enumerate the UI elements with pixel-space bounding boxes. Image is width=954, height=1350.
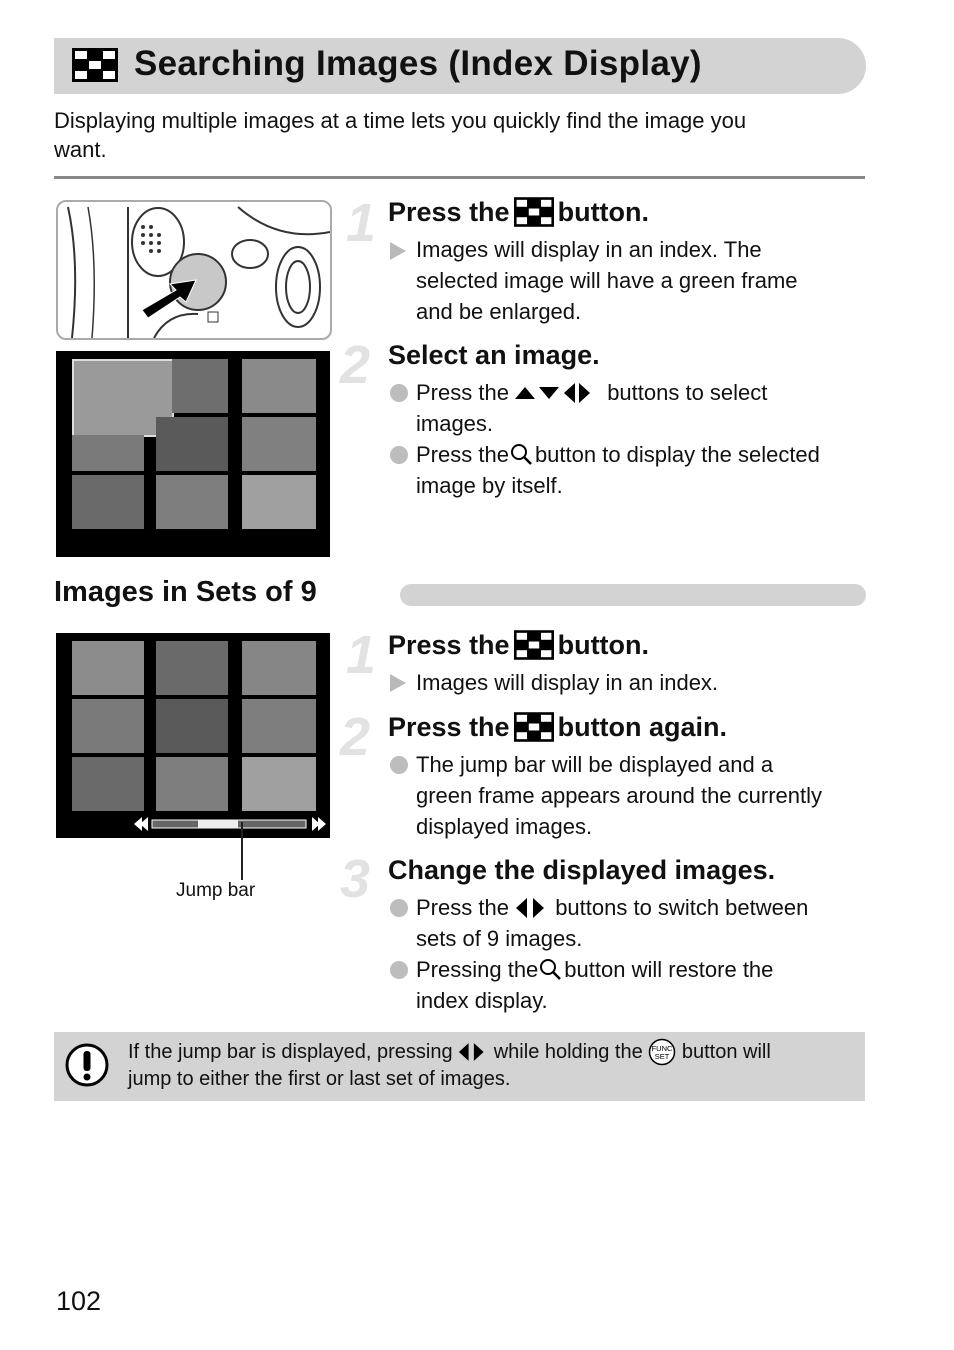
step-text: and be enlarged. bbox=[416, 299, 582, 324]
thumbnail bbox=[156, 699, 228, 753]
page-title: Searching Images (Index Display) bbox=[134, 44, 702, 83]
step-number: 1 bbox=[346, 625, 377, 685]
caution-text-part: button will bbox=[681, 1041, 771, 1063]
step-text-part: Press the bbox=[416, 442, 509, 467]
thumbnail bbox=[156, 757, 228, 811]
intro-line-1: Displaying multiple images at a time lets you quickly find the image you bbox=[54, 108, 747, 133]
svg-text:FUNC: FUNC bbox=[651, 1044, 673, 1053]
step-text: sets of 9 images. bbox=[416, 926, 583, 951]
camera-illustration bbox=[56, 200, 332, 340]
step-text bbox=[416, 892, 808, 923]
jump-bar-label: Jump bar bbox=[176, 880, 256, 901]
step-text-part: Pressing the bbox=[416, 957, 539, 982]
step-title-text: button. bbox=[557, 630, 650, 660]
divider bbox=[54, 176, 865, 179]
thumbnail bbox=[72, 475, 144, 529]
step-title bbox=[388, 711, 727, 743]
thumbnail bbox=[242, 641, 316, 695]
step-text: green frame appears around the currently bbox=[416, 783, 823, 808]
caution-line-2: jump to either the first or last set of images. bbox=[128, 1068, 511, 1090]
bullet-icon bbox=[390, 756, 408, 774]
caution-line-1 bbox=[128, 1038, 771, 1066]
thumbnail bbox=[72, 757, 144, 811]
step-text-part: Press the bbox=[416, 380, 509, 405]
step-title-text: button again. bbox=[557, 712, 728, 742]
thumbnail bbox=[172, 359, 228, 413]
step-title-text: Press the bbox=[388, 630, 510, 660]
step-text: index display. bbox=[416, 988, 548, 1013]
bullet-icon bbox=[390, 899, 408, 917]
step-text-part: button will restore the bbox=[564, 957, 774, 982]
step-text bbox=[416, 377, 767, 408]
left-right-arrows-icon bbox=[515, 898, 549, 918]
step-text: image by itself. bbox=[416, 473, 563, 498]
step-number: 2 bbox=[340, 335, 371, 395]
up-down-left-right-arrows-icon bbox=[515, 383, 601, 403]
index-screen-jump-bar bbox=[56, 633, 330, 838]
step-title bbox=[388, 196, 649, 228]
page-number: 102 bbox=[56, 1286, 102, 1316]
step-title-text: Press the bbox=[388, 712, 510, 742]
result-arrow-icon bbox=[390, 674, 406, 692]
svg-text:SET: SET bbox=[655, 1052, 670, 1061]
index-display-icon bbox=[514, 630, 554, 660]
step-number: 1 bbox=[346, 193, 377, 253]
step-text: images. bbox=[416, 411, 494, 436]
step-text-part: buttons to select bbox=[607, 380, 768, 405]
step-title-text: button. bbox=[557, 197, 650, 227]
func-set-icon bbox=[648, 1038, 676, 1066]
thumbnail bbox=[72, 699, 144, 753]
index-display-icon bbox=[514, 197, 554, 227]
thumbnail bbox=[242, 359, 316, 413]
caution-text-part: while holding the bbox=[493, 1041, 643, 1063]
step-text: Images will display in an index. The bbox=[416, 237, 762, 262]
step-text bbox=[416, 954, 773, 985]
step-text: displayed images. bbox=[416, 814, 593, 839]
step-text-part: button to display the selected bbox=[534, 442, 820, 467]
section-bar bbox=[400, 584, 866, 606]
index-display-icon bbox=[72, 48, 118, 82]
caution-icon bbox=[64, 1042, 110, 1088]
thumbnail bbox=[156, 641, 228, 695]
thumbnail bbox=[156, 475, 228, 529]
thumbnail bbox=[242, 475, 316, 529]
bullet-icon bbox=[390, 446, 408, 464]
step-text-part: buttons to switch between bbox=[555, 895, 809, 920]
jump-bar-leader bbox=[241, 822, 243, 880]
step-text-part: Press the bbox=[416, 895, 509, 920]
step-title: Change the displayed images. bbox=[388, 855, 776, 885]
thumbnail bbox=[72, 435, 144, 471]
section-title: Images in Sets of 9 bbox=[54, 576, 317, 608]
index-screen-enlarged bbox=[56, 351, 330, 557]
thumbnail bbox=[242, 757, 316, 811]
step-title: Select an image. bbox=[388, 340, 600, 370]
thumbnail bbox=[242, 699, 316, 753]
step-text: The jump bar will be displayed and a bbox=[416, 752, 774, 777]
step-title bbox=[388, 629, 649, 661]
step-title-text: Press the bbox=[388, 197, 510, 227]
caution-text-part: If the jump bar is displayed, pressing bbox=[128, 1041, 453, 1063]
step-number: 3 bbox=[340, 849, 371, 909]
magnify-icon bbox=[509, 443, 535, 465]
step-number: 2 bbox=[340, 707, 371, 767]
bullet-icon bbox=[390, 384, 408, 402]
step-text: Images will display in an index. bbox=[416, 670, 719, 695]
jump-bar[interactable] bbox=[132, 815, 328, 833]
bullet-icon bbox=[390, 961, 408, 979]
step-text bbox=[416, 439, 820, 470]
intro-line-2: want. bbox=[54, 137, 107, 162]
thumbnail bbox=[242, 417, 316, 471]
camera-drawing bbox=[58, 202, 330, 338]
result-arrow-icon bbox=[390, 242, 406, 260]
thumbnail bbox=[156, 417, 228, 471]
magnify-icon bbox=[538, 958, 564, 980]
step-text: selected image will have a green frame bbox=[416, 268, 798, 293]
intro-text bbox=[54, 106, 854, 164]
thumbnail bbox=[72, 641, 144, 695]
left-right-arrows-icon bbox=[458, 1043, 488, 1061]
index-display-icon bbox=[514, 712, 554, 742]
